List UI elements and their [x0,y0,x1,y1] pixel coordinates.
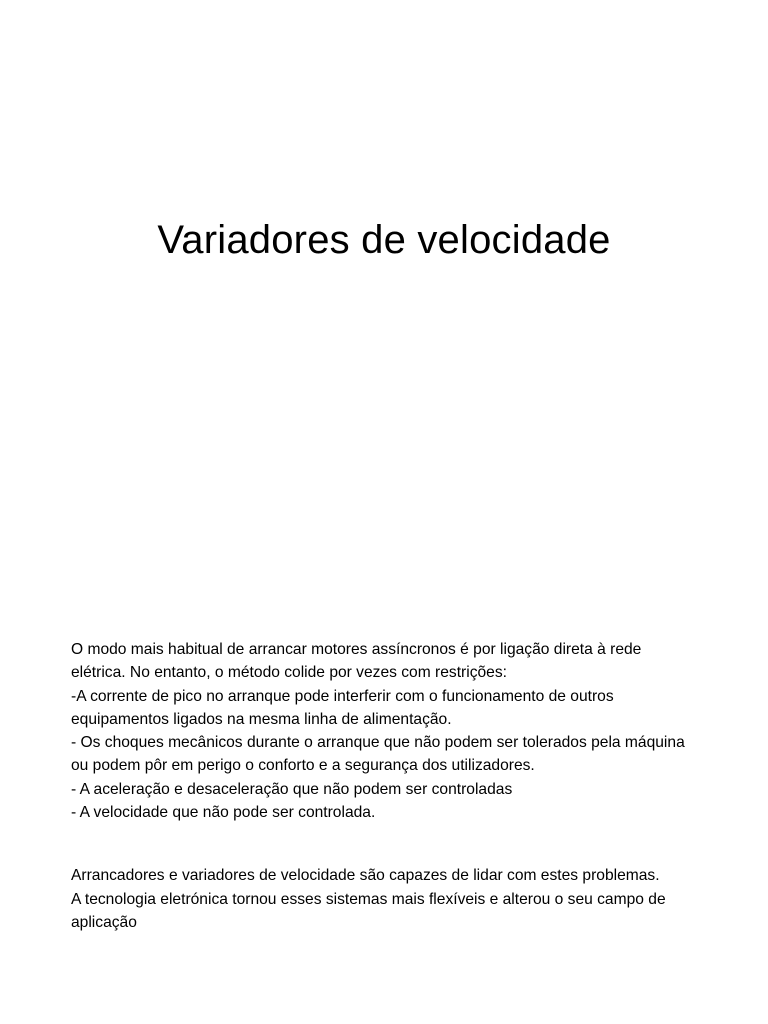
summary-line: Arrancadores e variadores de velocidade são capazes de lidar com estes problemas. [71,867,660,885]
slide-title: Variadores de velocidade [157,218,611,262]
list-item: - A velocidade que não pode ser controlada. [71,804,376,822]
list-item: -A corrente de pico no arranque pode interferir com o funcionamento de outros equipamentos ligados na mesma linha de alimentação. [71,687,614,728]
list-item: - A aceleração e desaceleração que não podem ser controladas [71,780,513,798]
summary-line: A tecnologia eletrónica tornou esses sistemas mais flexíveis e alterou o seu campo de aplicação [71,890,666,931]
slide-body [71,638,691,934]
list-item: - Os choques mecânicos durante o arranque que não podem ser tolerados pela máquina ou podem pôr em perigo o conforto e a segurança dos utilizadores. [71,734,685,775]
intro-paragraph: O modo mais habitual de arrancar motores assíncronos é por ligação direta à rede elétrica. No entanto, o método colide por vezes com restrições: [71,641,642,682]
paragraph-spacer [71,824,691,864]
